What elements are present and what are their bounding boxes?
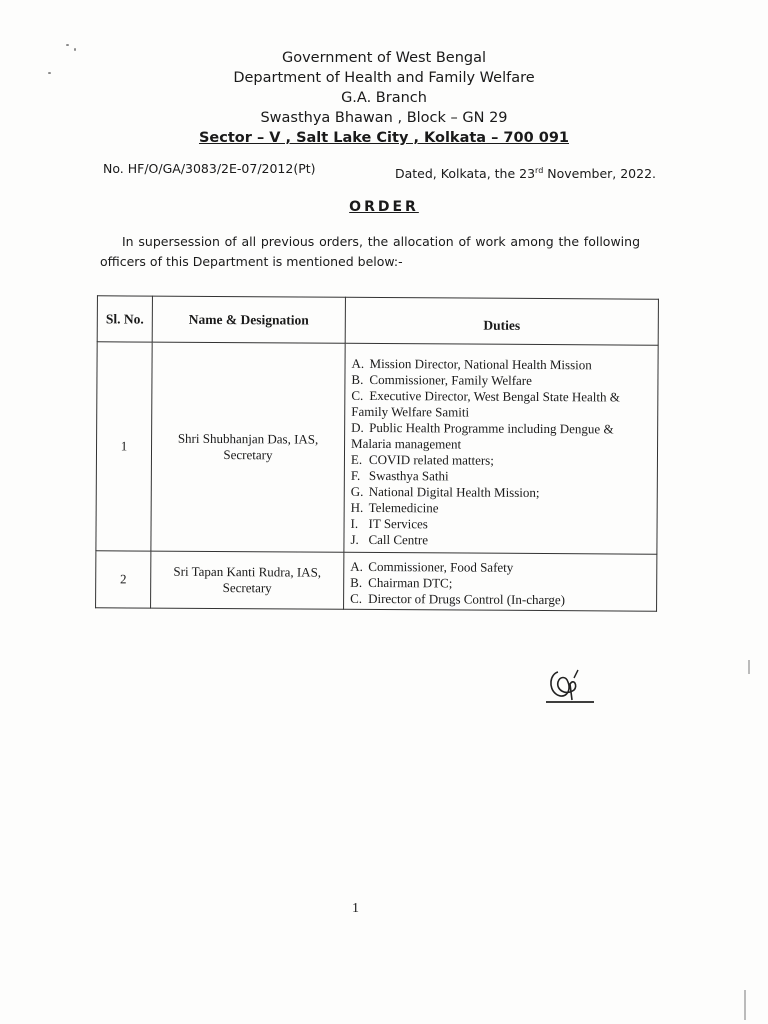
duty-item: C. Executive Director, West Bengal State Health & Family Welfare Samiti: [351, 387, 620, 420]
duty-item: A. Commissioner, Food Safety: [350, 558, 514, 575]
cell-sl-no: 1: [96, 342, 152, 551]
duty-item: B. Commissioner, Family Welfare: [351, 371, 532, 388]
table-row: [96, 551, 657, 611]
header-department: Department of Health and Family Welfare: [233, 70, 535, 86]
officer-name: Sri Tapan Kanti Rudra, IAS,: [173, 563, 322, 580]
header-building: Swasthya Bhawan , Block – GN 29: [260, 110, 508, 126]
duty-item: I. IT Services: [350, 515, 428, 532]
table-header-row: [97, 296, 658, 345]
page-number: 1: [352, 901, 359, 916]
cell-duties: [344, 552, 657, 611]
speck-mark: [48, 72, 51, 74]
officer-name: Shri Shubhanjan Das, IAS,: [177, 430, 319, 447]
duty-item: A. Mission Director, National Health Mission: [351, 355, 592, 373]
header-sl-no: Sl. No.: [97, 296, 152, 342]
allocation-table: [95, 295, 659, 611]
cell-name: [151, 551, 344, 609]
speck-mark: [66, 44, 69, 46]
header-duties: Duties: [345, 297, 658, 345]
header-branch: G.A. Branch: [341, 90, 427, 106]
table-row: [96, 342, 658, 554]
header-address: Sector – V , Salt Lake City , Kolkata – 700 091: [198, 130, 569, 146]
officer-designation: Secretary: [222, 580, 272, 596]
speck-mark: [744, 990, 746, 1020]
cell-duties: [344, 343, 658, 554]
order-title: ORDER: [349, 199, 419, 215]
header-government: Government of West Bengal: [281, 50, 487, 66]
date-line: Dated, Kolkata, the 23rd November, 2022.: [395, 166, 657, 182]
duty-item: C. Director of Drugs Control (In-charge): [350, 590, 566, 608]
intro-paragraph: In supersession of all previous orders, the allocation of work among the following officers of this Department is mentioned below:-: [100, 234, 640, 269]
officer-designation: Secretary: [223, 447, 273, 463]
speck-mark: [748, 660, 750, 674]
duty-item: E. COVID related matters;: [350, 451, 494, 468]
duty-item: D. Public Health Programme including Dengue & Malaria management: [351, 419, 614, 452]
reference-number: No. HF/O/GA/3083/2E-07/2012(Pt): [103, 161, 316, 176]
duty-item: G. National Digital Health Mission;: [350, 483, 540, 500]
signature-icon: [544, 664, 596, 713]
duty-item: B. Chairman DTC;: [350, 574, 453, 591]
cell-name: [151, 342, 345, 552]
speck-mark: [74, 48, 76, 51]
duty-item: J. Call Centre: [350, 531, 429, 548]
duty-item: F. Swasthya Sathi: [350, 467, 449, 484]
duty-item: H. Telemedicine: [350, 499, 439, 516]
header-name-designation: Name & Designation: [152, 296, 345, 343]
cell-sl-no: 2: [96, 551, 151, 608]
